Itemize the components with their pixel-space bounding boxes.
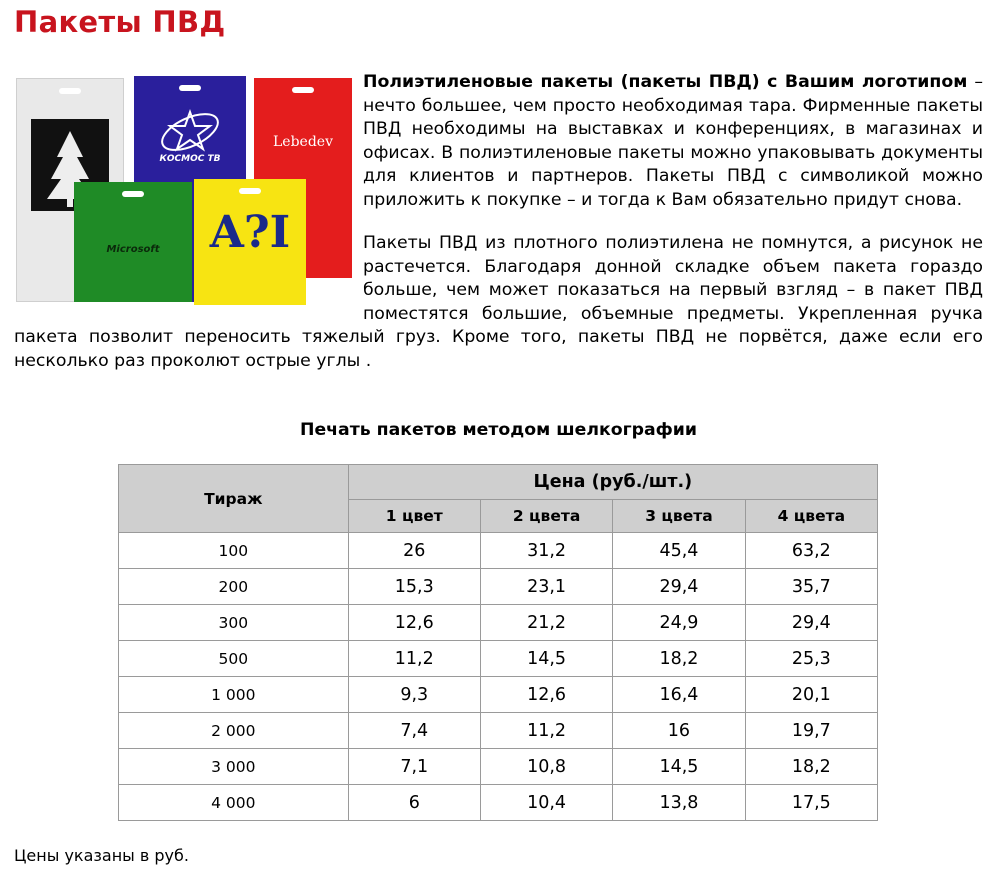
price-cell: 17,5 (745, 785, 877, 821)
price-cell: 26 (348, 533, 480, 569)
price-cell: 18,2 (745, 749, 877, 785)
price-cell: 29,4 (745, 605, 877, 641)
table-row (119, 785, 878, 821)
bag-yellow-label: A?I (209, 207, 291, 258)
intro-paragraph-1-text: – нечто большее, чем просто необходимая тара. Фирменные пакеты ПВД необходимы на выставках и конференциях, в магазинах и офисах. В полиэтиленовые пакеты можно упаковывать документы для клиентов и партнеров. Пакеты ПВД с символикой можно приложить к покупке – и тогда к Вам обязательно придут снова. (363, 72, 983, 210)
page-title: Пакеты ПВД (14, 5, 226, 39)
header-price: Цена (руб./шт.) (348, 465, 877, 500)
price-cell: 13,8 (613, 785, 745, 821)
table-row (119, 677, 878, 713)
bag-handle (292, 87, 314, 93)
bag-red-label: Lebedev (273, 134, 333, 150)
price-cell: 12,6 (348, 605, 480, 641)
price-cell: 25,3 (745, 641, 877, 677)
price-table (118, 464, 878, 821)
table-row (119, 569, 878, 605)
table-header-row (119, 465, 878, 500)
header-col-2: 2 цвета (480, 500, 612, 533)
run-cell: 1 000 (119, 677, 349, 713)
price-cell: 11,2 (480, 713, 612, 749)
price-cell: 11,2 (348, 641, 480, 677)
price-cell: 19,7 (745, 713, 877, 749)
bag-handle (122, 191, 144, 197)
price-cell: 10,8 (480, 749, 612, 785)
run-cell: 100 (119, 533, 349, 569)
table-row (119, 749, 878, 785)
run-cell: 4 000 (119, 785, 349, 821)
header-run: Тираж (119, 465, 349, 533)
price-cell: 63,2 (745, 533, 877, 569)
header-col-4: 4 цвета (745, 500, 877, 533)
table-row (119, 533, 878, 569)
bags-photo (16, 76, 352, 306)
price-cell: 16,4 (613, 677, 745, 713)
header-col-3: 3 цвета (613, 500, 745, 533)
price-cell: 10,4 (480, 785, 612, 821)
header-col-1: 1 цвет (348, 500, 480, 533)
star-logo-icon (134, 76, 246, 196)
price-cell: 14,5 (480, 641, 612, 677)
bag-green-label: Microsoft (106, 244, 160, 255)
price-cell: 45,4 (613, 533, 745, 569)
price-cell: 21,2 (480, 605, 612, 641)
bag-blue-label: КОСМОС ТВ (159, 154, 221, 164)
price-cell: 16 (613, 713, 745, 749)
bag-yellow (194, 179, 306, 305)
table-row (119, 605, 878, 641)
price-cell: 12,6 (480, 677, 612, 713)
price-cell: 31,2 (480, 533, 612, 569)
price-cell: 15,3 (348, 569, 480, 605)
price-note: Цены указаны в руб. (14, 846, 189, 865)
intro-paragraph-2: Пакеты ПВД из плотного полиэтилена не помнутся, а рисунок не растечется. Благодаря донной складке объем пакета гораздо больше, чем может показаться на первый взгляд – в пакет ПВД поместятся большие, объемные предметы. Укрепленная ручка пакета позволит переносить тяжелый груз. Кроме того, пакеты ПВД не порвётся, даже если его несколько раз проколют острые углы . (14, 233, 983, 371)
bag-green (74, 182, 192, 302)
price-cell: 23,1 (480, 569, 612, 605)
price-cell: 6 (348, 785, 480, 821)
table-title: Печать пакетов методом шелкографии (299, 420, 698, 440)
price-cell: 24,9 (613, 605, 745, 641)
price-cell: 18,2 (613, 641, 745, 677)
price-cell: 9,3 (348, 677, 480, 713)
run-cell: 500 (119, 641, 349, 677)
price-cell: 35,7 (745, 569, 877, 605)
intro-lead: Полиэтиленовые пакеты (пакеты ПВД) с Вашим логотипом (363, 72, 968, 92)
price-cell: 29,4 (613, 569, 745, 605)
price-cell: 7,1 (348, 749, 480, 785)
table-row (119, 713, 878, 749)
run-cell: 2 000 (119, 713, 349, 749)
run-cell: 300 (119, 605, 349, 641)
price-cell: 20,1 (745, 677, 877, 713)
price-cell: 7,4 (348, 713, 480, 749)
bag-handle (239, 188, 261, 194)
run-cell: 200 (119, 569, 349, 605)
run-cell: 3 000 (119, 749, 349, 785)
table-row (119, 641, 878, 677)
price-cell: 14,5 (613, 749, 745, 785)
